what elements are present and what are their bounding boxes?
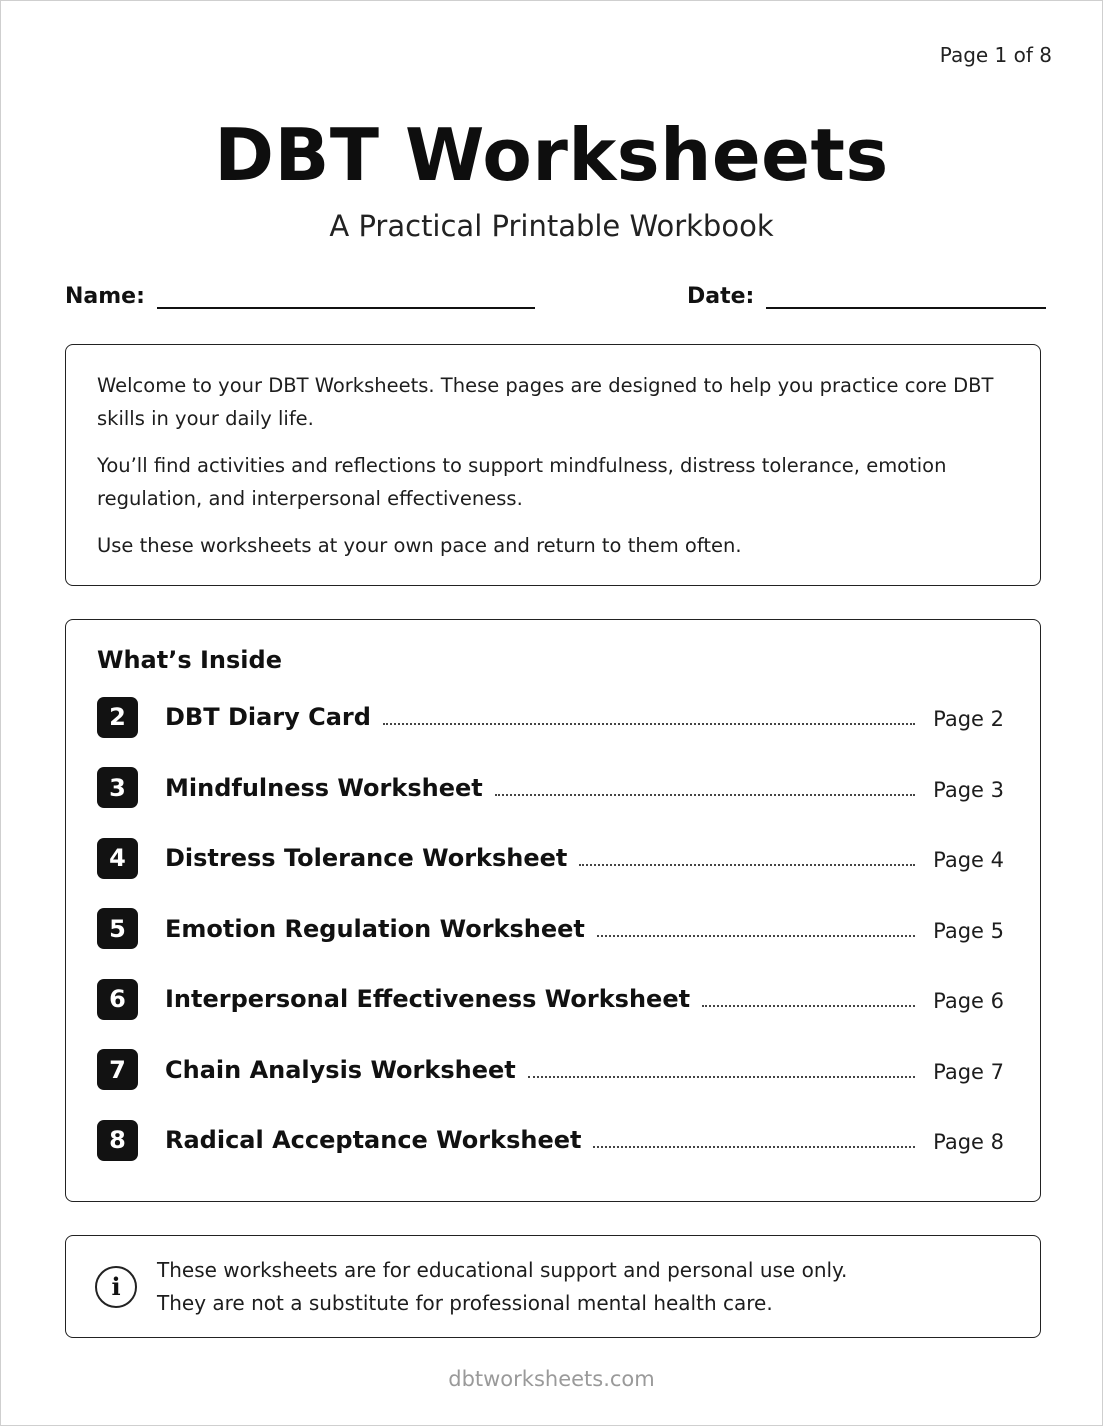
toc-item[interactable]: [97, 1049, 1004, 1091]
dot-leader: [579, 864, 915, 866]
toc-number-badge: 5: [97, 908, 138, 949]
disclaimer-box: [65, 1235, 1041, 1338]
toc-item-page: Page 8: [933, 1130, 1004, 1154]
toc-heading: What’s Inside: [97, 646, 282, 674]
table-of-contents: [65, 619, 1041, 1202]
toc-item-title: DBT Diary Card: [165, 703, 371, 731]
toc-list: [97, 696, 1004, 1161]
dot-leader: [528, 1076, 915, 1078]
footer-website[interactable]: dbtworksheets.com: [448, 1367, 655, 1391]
page-subtitle: A Practical Printable Workbook: [329, 209, 774, 243]
date-input-line[interactable]: [766, 285, 1046, 309]
intro-paragraph: Welcome to your DBT Worksheets. These pages are designed to help you practice core DBT skills in your daily life.: [97, 374, 994, 430]
name-field: [65, 279, 535, 309]
disclaimer-line: They are not a substitute for professional mental health care.: [157, 1290, 773, 1315]
name-input-line[interactable]: [157, 285, 535, 309]
dot-leader: [593, 1146, 915, 1148]
intro-paragraph: Use these worksheets at your own pace and return to them often.: [97, 534, 742, 557]
page-indicator: Page 1 of 8: [939, 43, 1052, 67]
dot-leader: [495, 794, 915, 796]
toc-item-page: Page 6: [933, 989, 1004, 1013]
toc-item-title: Mindfulness Worksheet: [165, 773, 483, 802]
toc-item-title: Emotion Regulation Worksheet: [165, 914, 585, 943]
dot-leader: [597, 935, 915, 937]
toc-item[interactable]: [97, 978, 1004, 1020]
name-label: Name:: [65, 284, 145, 309]
disclaimer-text: [157, 1254, 847, 1320]
toc-item-title: Radical Acceptance Worksheet: [165, 1126, 582, 1154]
dot-leader: [702, 1005, 915, 1007]
toc-item-title: Interpersonal Effectiveness Worksheet: [165, 985, 691, 1013]
date-label: Date:: [687, 284, 755, 309]
toc-number-badge: 6: [97, 979, 138, 1020]
toc-item[interactable]: [97, 1119, 1004, 1161]
toc-number-badge: 7: [97, 1049, 138, 1090]
toc-item[interactable]: [97, 767, 1004, 809]
toc-number-badge: 2: [97, 697, 138, 738]
toc-number-badge: 4: [97, 838, 138, 879]
toc-number-badge: 3: [97, 767, 138, 808]
toc-item-page: Page 5: [933, 918, 1004, 943]
toc-item[interactable]: [97, 837, 1004, 879]
date-field: [687, 279, 1046, 309]
dot-leader: [383, 723, 915, 725]
toc-item-title: Chain Analysis Worksheet: [165, 1055, 516, 1084]
disclaimer-line: These worksheets are for educational support and personal use only.: [157, 1257, 848, 1282]
toc-item-page: Page 4: [933, 848, 1004, 872]
toc-number-badge: 8: [97, 1120, 138, 1161]
toc-item[interactable]: [97, 908, 1004, 950]
intro-box: [65, 344, 1041, 586]
toc-item-page: Page 2: [933, 707, 1004, 731]
toc-item-page: Page 7: [933, 1059, 1004, 1084]
intro-paragraph: You’ll find activities and reflections to support mindfulness, distress tolerance, emotion regulation, and interpersonal effectiveness.: [97, 454, 947, 510]
toc-item-page: Page 3: [933, 777, 1004, 802]
toc-item[interactable]: [97, 696, 1004, 738]
info-icon: i: [95, 1266, 137, 1308]
toc-item-title: Distress Tolerance Worksheet: [165, 844, 568, 872]
page-title: DBT Worksheets: [214, 113, 889, 197]
